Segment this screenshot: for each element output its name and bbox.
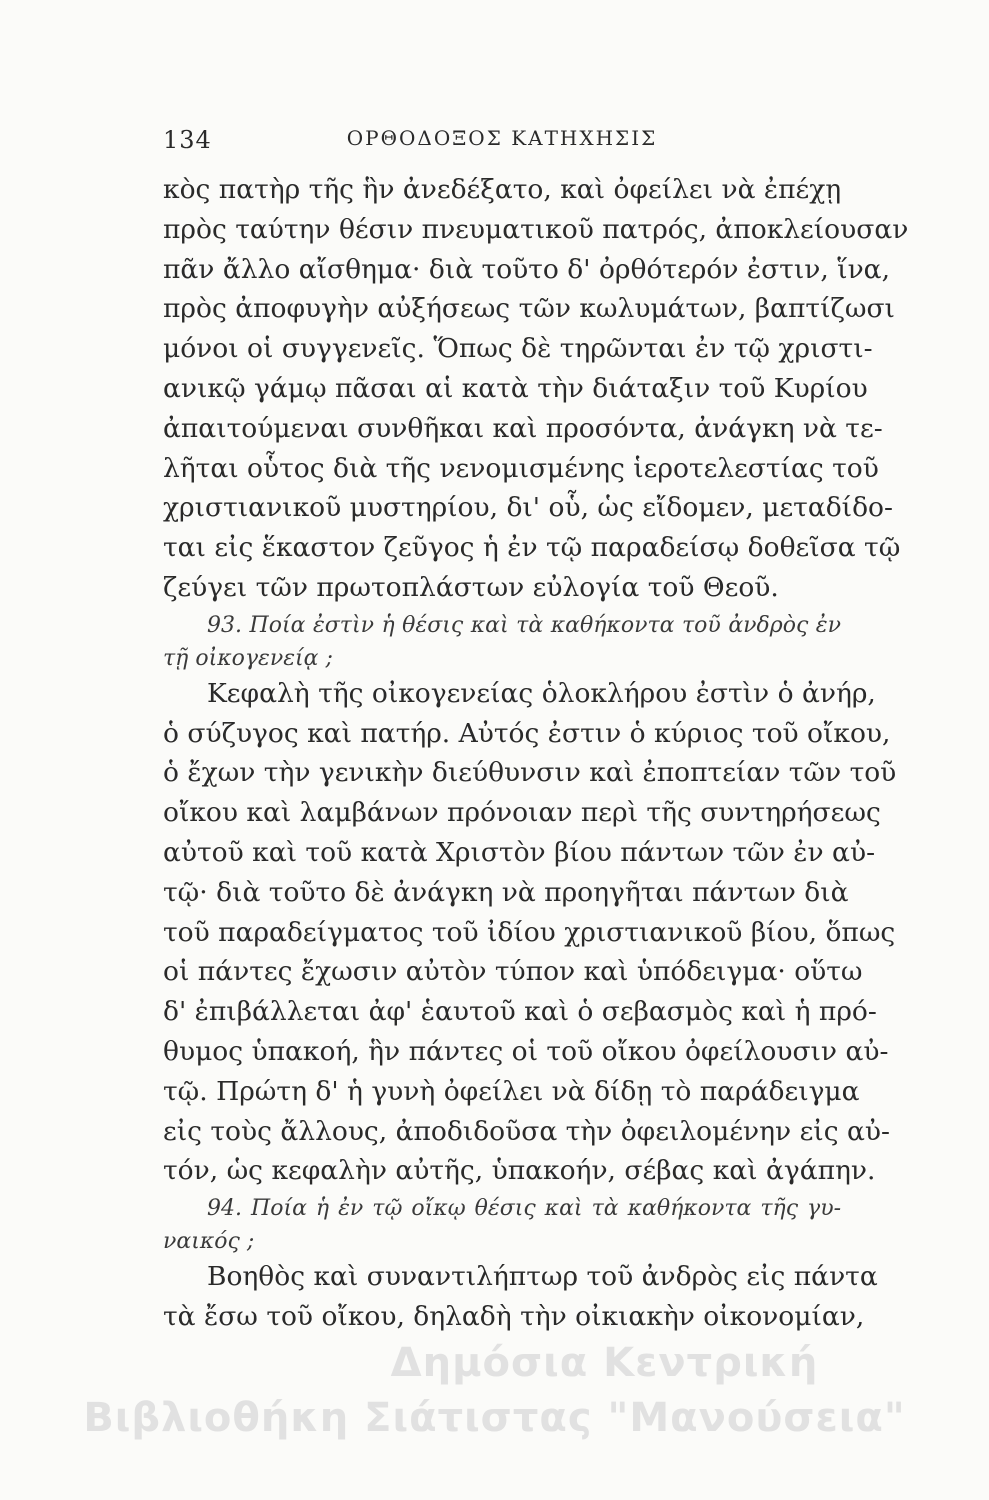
text-line: εἰς τοὺς ἄλλους, ἀποδιδοῦσα τὴν ὀφειλομένην εἰς αὐ-: [163, 1115, 890, 1147]
text-line: Βοηθὸς καὶ συναντιλήπτωρ τοῦ ἀνδρὸς εἰς πάντα: [207, 1261, 878, 1293]
library-watermark-line1: Δημόσια Κεντρική: [390, 1340, 819, 1386]
question-94: [163, 1191, 841, 1257]
text-line: οἱ πάντες ἔχωσιν αὐτὸν τύπον καὶ ὑπόδειγμα· οὕτω: [163, 956, 863, 988]
paragraph-continuation: [163, 170, 909, 608]
question-number: 94.: [207, 1196, 242, 1222]
page-header: [163, 126, 841, 162]
question-line: [163, 1191, 841, 1227]
page-body: [163, 170, 909, 1337]
text-line: τῷ· διὰ τοῦτο δὲ ἀνάγκη νὰ προηγῆται πάντων διὰ: [163, 876, 849, 908]
question-number: 93.: [207, 612, 242, 638]
text-line: πρὸς ἀποφυγὴν αὐξήσεως τῶν κωλυμάτων, βαπτίζωσι: [163, 293, 895, 325]
text-line: αὐτοῦ καὶ τοῦ κατὰ Χριστὸν βίου πάντων τῶν ἐν αὐ-: [163, 836, 876, 868]
text-line: ανικῷ γάμῳ πᾶσαι αἱ κατὰ τὴν διάταξιν τοῦ Κυρίου: [163, 372, 868, 404]
text-line: δ' ἐπιβάλλεται ἀφ' ἑαυτοῦ καὶ ὁ σεβασμὸς καὶ ἡ πρό-: [163, 996, 877, 1028]
text-line: μόνοι οἱ συγγενεῖς. Ὅπως δὲ τηρῶνται ἐν τῷ χριστι-: [163, 333, 873, 365]
text-line: ται εἰς ἕκαστον ζεῦγος ἡ ἐν τῷ παραδείσῳ δοθεῖσα τῷ: [163, 532, 901, 564]
question-93: [163, 608, 841, 674]
question-line: τῇ οἰκογενείᾳ ;: [163, 645, 333, 671]
text-line: ὁ ἔχων τὴν γενικὴν διεύθυνσιν καὶ ἐποπτείαν τῶν τοῦ: [163, 757, 897, 789]
answer-93: [163, 674, 897, 1191]
text-line: χριστιανικοῦ μυστηρίου, δι' οὗ, ὡς εἴδομεν, μεταδίδο-: [163, 492, 893, 524]
text-line: πᾶν ἄλλο αἴσθημα· διὰ τοῦτο δ' ὀρθότερόν ἐστιν, ἵνα,: [163, 253, 891, 285]
text-line: ἀπαιτούμεναι συνθῆκαι καὶ προσόντα, ἀνάγκη νὰ τε-: [163, 412, 883, 444]
text-line: Κεφαλὴ τῆς οἰκογενείας ὁλοκλήρου ἐστὶν ὁ ἀνήρ,: [207, 677, 876, 709]
answer-94: [163, 1257, 878, 1337]
text-line: τοῦ παραδείγματος τοῦ ἰδίου χριστιανικοῦ βίου, ὅπως: [163, 916, 896, 948]
library-watermark-line2: Βιβλιοθήκη Σιάτιστας "Μανούσεια": [83, 1395, 906, 1441]
page-number: 134: [163, 126, 212, 154]
text-line: πρὸς ταύτην θέσιν πνευματικοῦ πατρός, ἀποκλείουσαν: [163, 213, 909, 245]
text-line: κὸς πατὴρ τῆς ἣν ἀνεδέξατο, καὶ ὀφείλει νὰ ἐπέχῃ: [163, 174, 842, 205]
question-line: [163, 608, 841, 644]
text-line: θυμος ὑπακοή, ἣν πάντες οἱ τοῦ οἴκου ὀφείλουσιν αὐ-: [163, 1035, 889, 1067]
text-line: οἴκου καὶ λαμβάνων πρόνοιαν περὶ τῆς συντηρήσεως: [163, 797, 881, 829]
text-line: τόν, ὡς κεφαλὴν αὐτῆς, ὑπακοήν, σέβας καὶ ἀγάπην.: [163, 1155, 876, 1187]
text-line: ζεύγει τῶν πρωτοπλάστων εὐλογία τοῦ Θεοῦ.: [163, 571, 779, 603]
text-line: τῷ. Πρώτη δ' ἡ γυνὴ ὀφείλει νὰ δίδῃ τὸ παράδειγμα: [163, 1075, 860, 1107]
question-text: Ποία ἐστὶν ἡ θέσις καὶ τὰ καθήκοντα τοῦ ἀνδρὸς ἐν: [249, 612, 841, 638]
running-title: ΟΡΘΟΔΟΞΟΣ ΚΑΤΗΧΗΣΙΣ: [346, 126, 658, 150]
question-text: Ποία ἡ ἐν τῷ οἴκῳ θέσις καὶ τὰ καθήκοντα τῆς γυ-: [251, 1196, 842, 1222]
text-line: ὁ σύζυγος καὶ πατήρ. Αὐτός ἐστιν ὁ κύριος τοῦ οἴκου,: [163, 717, 891, 749]
text-line: λῆται οὗτος διὰ τῆς νενομισμένης ἱεροτελεστίας τοῦ: [163, 452, 879, 484]
question-line: ναικός ;: [163, 1229, 255, 1255]
text-line: τὰ ἔσω τοῦ οἴκου, δηλαδὴ τὴν οἰκιακὴν οἰκονομίαν,: [163, 1300, 865, 1332]
